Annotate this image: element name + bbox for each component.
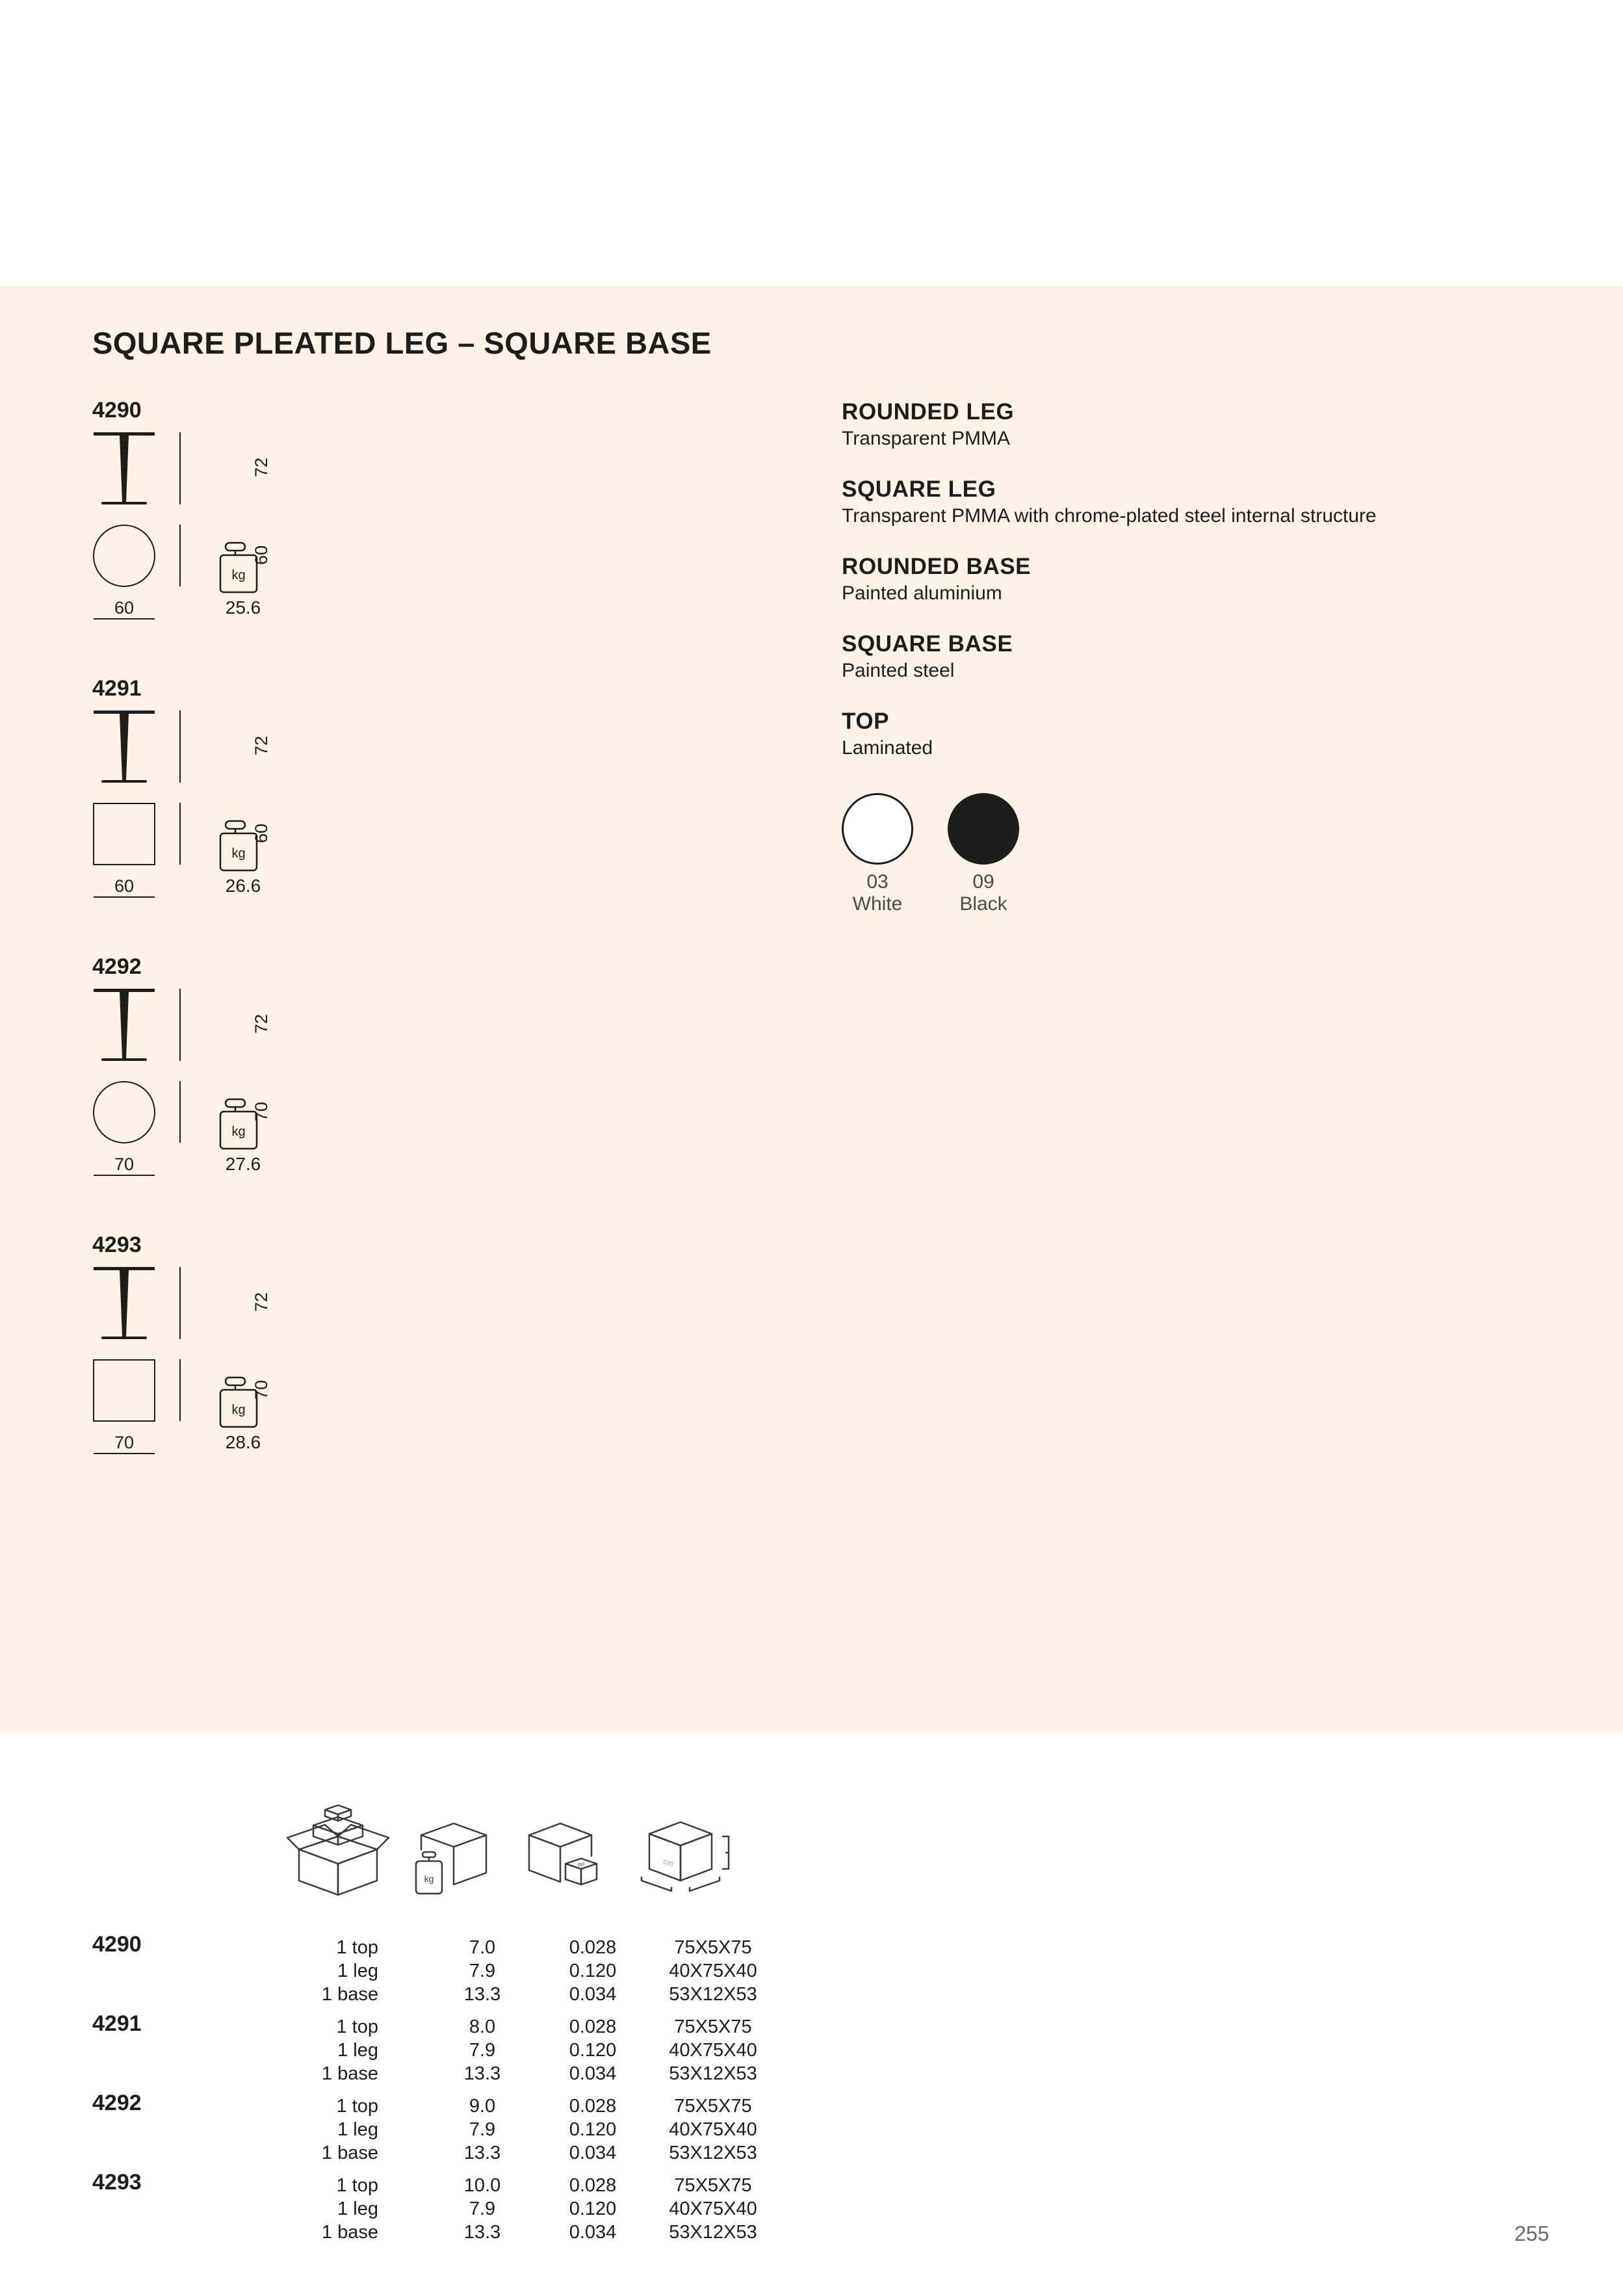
table-side-view-icon (94, 989, 155, 1061)
material-name: SQUARE LEG (842, 476, 996, 502)
material-description: Painted aluminium (842, 582, 1002, 604)
width-label: 70 (114, 1433, 135, 1452)
packaging-item: 1 leg (337, 2198, 378, 2219)
packaging-weight: 8.0 (469, 2016, 496, 2037)
packaging-item: 1 base (321, 2222, 378, 2243)
square-top-shape (94, 1360, 155, 1421)
product-drawing (92, 430, 326, 625)
weight-value: 26.6 (225, 876, 261, 896)
package-dimensions-icon (634, 1804, 751, 1901)
table-top-plan-icon (94, 1360, 155, 1421)
round-top-shape (94, 1082, 155, 1143)
swatch-name: White (852, 893, 903, 915)
svg-text:kg: kg (231, 1403, 246, 1417)
product-drawing (92, 709, 326, 904)
round-top-shape (94, 525, 155, 586)
table-side-view-icon (94, 711, 155, 783)
product-4291 (92, 676, 326, 910)
swatch-code: 03 (866, 871, 889, 893)
material-description: Transparent PMMA with chrome-plated steel internal structure (842, 505, 1377, 527)
packaging-weight: 7.0 (469, 1937, 496, 1958)
svg-text:m³: m³ (577, 1861, 585, 1868)
weight-value: 27.6 (225, 1154, 261, 1174)
material-top (842, 707, 1557, 785)
depth-label: 60 (252, 545, 271, 566)
packaging-item: 1 top (336, 2016, 378, 2037)
packaging-item: 1 leg (337, 2040, 378, 2061)
boxes-stack-icon (286, 1804, 390, 1901)
packaging-weight: 7.9 (469, 2040, 496, 2061)
packaging-item: 1 base (321, 2143, 378, 2163)
page-number: 255 (1514, 2222, 1550, 2245)
table-side-view-icon (94, 1267, 155, 1339)
product-code: 4291 (92, 676, 142, 701)
square-top-shape (94, 803, 155, 865)
packaging-item: 1 top (336, 2175, 378, 2196)
packaging-dims: 75X5X75 (674, 1937, 752, 1958)
packaging-code: 4290 (92, 1932, 142, 1957)
packaging-dims: 75X5X75 (674, 2175, 752, 2196)
svg-text:kg: kg (231, 568, 246, 582)
material-square-base (842, 630, 1557, 707)
packaging-item: 1 leg (337, 1961, 378, 1981)
packaging-volume: 0.120 (569, 2198, 617, 2219)
materials-list (842, 398, 1557, 785)
packaging-item: 1 base (321, 1984, 378, 2005)
material-rounded-base (842, 553, 1557, 630)
depth-label: 60 (252, 823, 271, 844)
packaging-dims: 40X75X40 (669, 1961, 757, 1981)
material-description: Laminated (842, 737, 933, 759)
package-weight-icon (409, 1804, 494, 1901)
table-side-view-icon (94, 432, 155, 504)
material-name: TOP (842, 709, 890, 734)
height-label: 72 (252, 735, 271, 756)
table-top-plan-icon (94, 1082, 155, 1143)
page-title: SQUARE PLEATED LEG – SQUARE BASE (92, 326, 712, 360)
packaging-volume: 0.028 (569, 2016, 617, 2037)
swatch-white (842, 793, 913, 915)
product-4293 (92, 1233, 326, 1467)
package-volume-icon (526, 1804, 604, 1901)
packaging-dims: 40X75X40 (669, 2198, 757, 2219)
product-4292 (92, 954, 326, 1188)
packaging-item: 1 leg (337, 2119, 378, 2140)
packaging-dims: 53X12X53 (669, 2222, 757, 2243)
packaging-weight: 10.0 (463, 2175, 501, 2196)
height-label: 72 (252, 1013, 271, 1034)
color-dot (948, 793, 1019, 865)
packaging-volume: 0.034 (569, 2063, 617, 2084)
packaging-volume: 0.034 (569, 2222, 617, 2243)
material-name: ROUNDED LEG (842, 399, 1015, 424)
packaging-volume: 0.028 (569, 2175, 617, 2196)
packaging-dims: 53X12X53 (669, 1984, 757, 2005)
product-code: 4290 (92, 398, 142, 423)
packaging-item: 1 base (321, 2063, 378, 2084)
packaging-volume: 0.120 (569, 2119, 617, 2140)
material-name: ROUNDED BASE (842, 554, 1032, 579)
material-description: Painted steel (842, 660, 955, 681)
product-drawing (92, 1265, 326, 1460)
packaging-dims: 75X5X75 (674, 2016, 752, 2037)
packaging-code: 4293 (92, 2170, 142, 2195)
product-code: 4293 (92, 1233, 142, 1257)
depth-label: 70 (252, 1379, 271, 1400)
packaging-dims: 53X12X53 (669, 2143, 757, 2163)
packaging-weight: 7.9 (469, 2119, 496, 2140)
packaging-code: 4292 (92, 2091, 142, 2115)
width-label: 70 (114, 1155, 135, 1174)
material-rounded-leg (842, 398, 1557, 475)
packaging-volume: 0.120 (569, 1961, 617, 1981)
packaging-volume: 0.028 (569, 1937, 617, 1958)
product-4290 (92, 398, 326, 632)
weight-value: 28.6 (225, 1432, 261, 1452)
svg-text:kg: kg (231, 846, 246, 861)
packaging-volume: 0.028 (569, 2096, 617, 2117)
width-label: 60 (114, 876, 135, 896)
packaging-weight: 13.3 (463, 2063, 501, 2084)
svg-text:cm: cm (662, 1856, 675, 1869)
packaging-volume: 0.034 (569, 1984, 617, 2005)
packaging-volume: 0.120 (569, 2040, 617, 2061)
product-drawing (92, 987, 326, 1182)
packaging-dims: 53X12X53 (669, 2063, 757, 2084)
packaging-dims: 75X5X75 (674, 2096, 752, 2117)
packaging-weight: 13.3 (463, 1984, 501, 2005)
swatch-black (948, 793, 1019, 915)
packaging-volume: 0.034 (569, 2143, 617, 2163)
material-square-leg (842, 475, 1557, 553)
height-label: 72 (252, 457, 271, 478)
table-top-plan-icon (94, 803, 155, 865)
packaging-code: 4291 (92, 2011, 142, 2036)
packaging-dims: 40X75X40 (669, 2119, 757, 2140)
swatch-code: 09 (972, 871, 994, 893)
height-label: 72 (252, 1292, 271, 1312)
width-label: 60 (114, 598, 135, 618)
packaging-dims: 40X75X40 (669, 2040, 757, 2061)
svg-text:kg: kg (231, 1125, 246, 1139)
product-code: 4292 (92, 954, 142, 979)
swatch-name: Black (959, 893, 1007, 915)
color-dot (842, 793, 913, 865)
depth-label: 70 (252, 1101, 271, 1122)
svg-text:kg: kg (424, 1873, 434, 1884)
packaging-weight: 13.3 (463, 2143, 501, 2163)
packaging-weight: 9.0 (469, 2096, 496, 2117)
weight-value: 25.6 (225, 597, 261, 618)
packaging-weight: 13.3 (463, 2222, 501, 2243)
packaging-item: 1 top (336, 2096, 378, 2117)
packaging-weight: 7.9 (469, 2198, 496, 2219)
material-name: SQUARE BASE (842, 631, 1013, 657)
table-top-plan-icon (94, 525, 155, 586)
packaging-item: 1 top (336, 1937, 378, 1958)
packaging-weight: 7.9 (469, 1961, 496, 1981)
material-description: Transparent PMMA (842, 428, 1010, 449)
